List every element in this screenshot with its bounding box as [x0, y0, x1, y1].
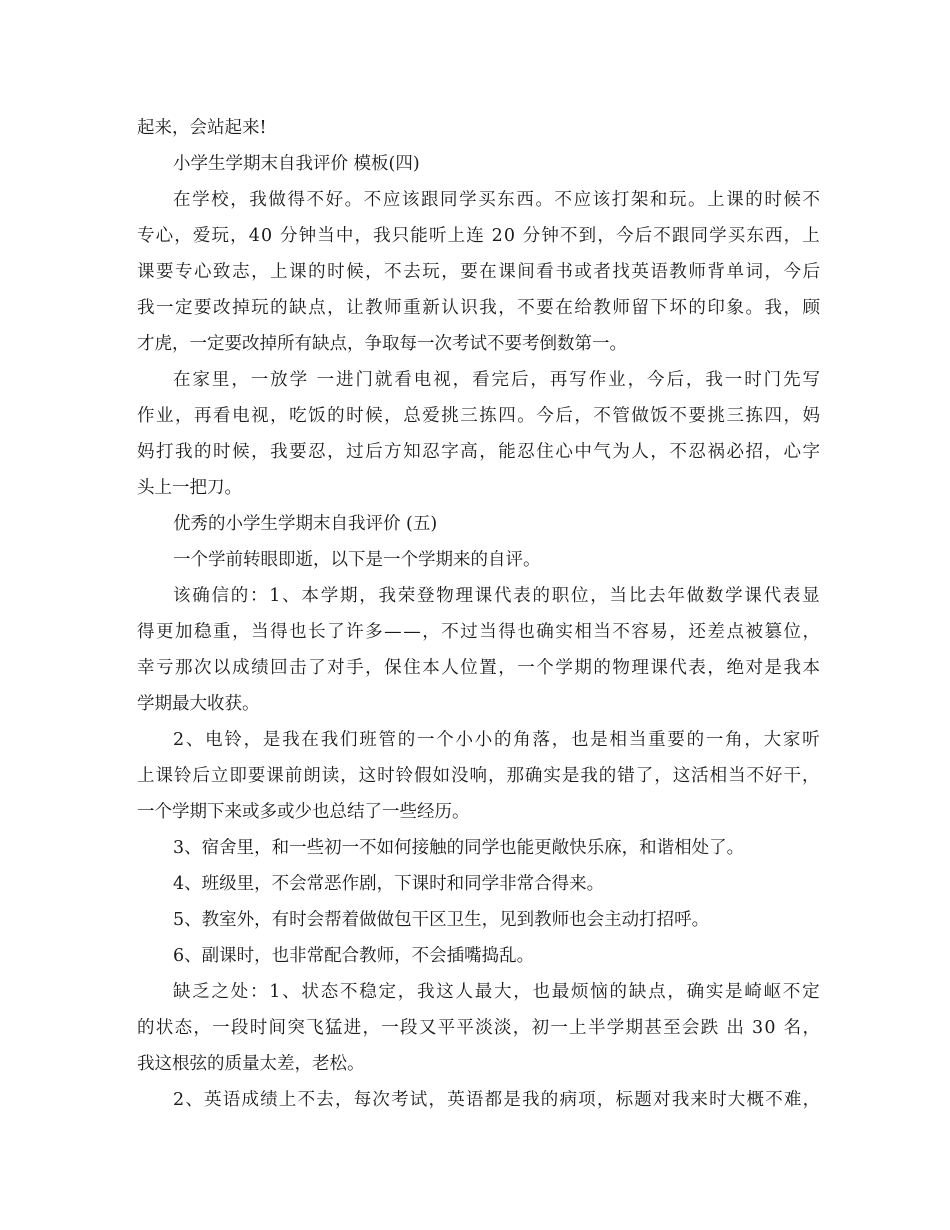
text-line: 一个学前转眼即逝，以下是一个学期来的自评。: [173, 550, 541, 570]
text-line: 4、班级里，不会常恶作剧，下课时和同学非常合得来。: [173, 874, 605, 894]
text-line: 5、教室外，有时会帮着做做包干区卫生，见到教师也会主动打招呼。: [173, 910, 710, 930]
section-heading: 小学生学期末自我评价 模板(四): [173, 154, 420, 174]
text-line: 上课铃后立即要课前朗读，这时铃假如没响，那确实是我的错了，这活相当不好干，: [137, 766, 821, 786]
text-line: 得更加稳重，当得也长了许多——，不过当得也确实相当不容易，还差点被篡位，: [137, 622, 822, 642]
text-line: 才虎，一定要改掉所有缺点，争取每一次考试不要考倒数第一。: [137, 334, 627, 354]
text-line: 头上一把刀。: [137, 478, 242, 498]
text-line: 学期最大收获。: [137, 694, 260, 714]
text-line: 起来，会站起来!: [137, 118, 267, 138]
text-line: 妈打我的时候，我要忍，过后方知忍字高，能忍住心中气为人，不忍祸必招，心字: [137, 442, 822, 462]
text-line: 的状态，一段时间突飞猛进，一段又平平淡淡，初一上半学期甚至会跌 出 30 名，: [137, 1018, 822, 1038]
text-line: 3、宿舍里，和一些初一不如何接触的同学也能更敞快乐庥，和谐相处了。: [173, 838, 745, 858]
text-line: 幸亏那次以成绩回击了对手，保住本人位置，一个学期的物理课代表，绝对是我本: [137, 658, 822, 678]
text-line: 在家里，一放学 一进门就看电视，看完后，再写作业，今后，我一时门先写: [173, 370, 822, 390]
text-line: 我这根弦的质量太差，老松。: [137, 1054, 365, 1074]
text-line: 6、副课时，也非常配合教师，不会插嘴捣乱。: [173, 946, 535, 966]
text-line: 作业，再看电视，吃饭的时候，总爱挑三拣四。今后，不管做饭不要挑三拣四，妈: [137, 406, 822, 426]
text-line: 在学校，我做得不好。不应该跟同学买东西。不应该打架和玩。上课的时候不: [173, 190, 822, 210]
text-line: 专心，爱玩，40 分钟当中，我只能听上连 20 分钟不到，今后不跟同学买东西，上: [137, 226, 821, 246]
text-line: 课要专心致志，上课的时候，不去玩，要在课间看书或者找英语教师背单词，今后: [137, 262, 822, 282]
text-line: 2、英语成绩上不去，每次考试，英语都是我的病项，标题对我来时大概不难，: [173, 1090, 822, 1110]
text-line: 该确信的：1、本学期，我荣登物理课代表的职位，当比去年做数学课代表显: [173, 586, 822, 606]
text-line: 2、电铃，是我在我们班管的一个小小的角落，也是相当重要的一角，大家听: [173, 730, 822, 750]
text-line: 缺乏之处：1、状态不稳定，我这人最大，也最烦恼的缺点，确实是崎岖不定: [173, 982, 822, 1002]
text-line: 我一定要改掉玩的缺点，让教师重新认识我，不要在给教师留下坏的印象。我，顾: [137, 298, 822, 318]
text-line: 一个学期下来或多或少也总结了一些经历。: [137, 802, 470, 822]
section-heading: 优秀的小学生学期末自我评价 (五): [173, 514, 438, 534]
